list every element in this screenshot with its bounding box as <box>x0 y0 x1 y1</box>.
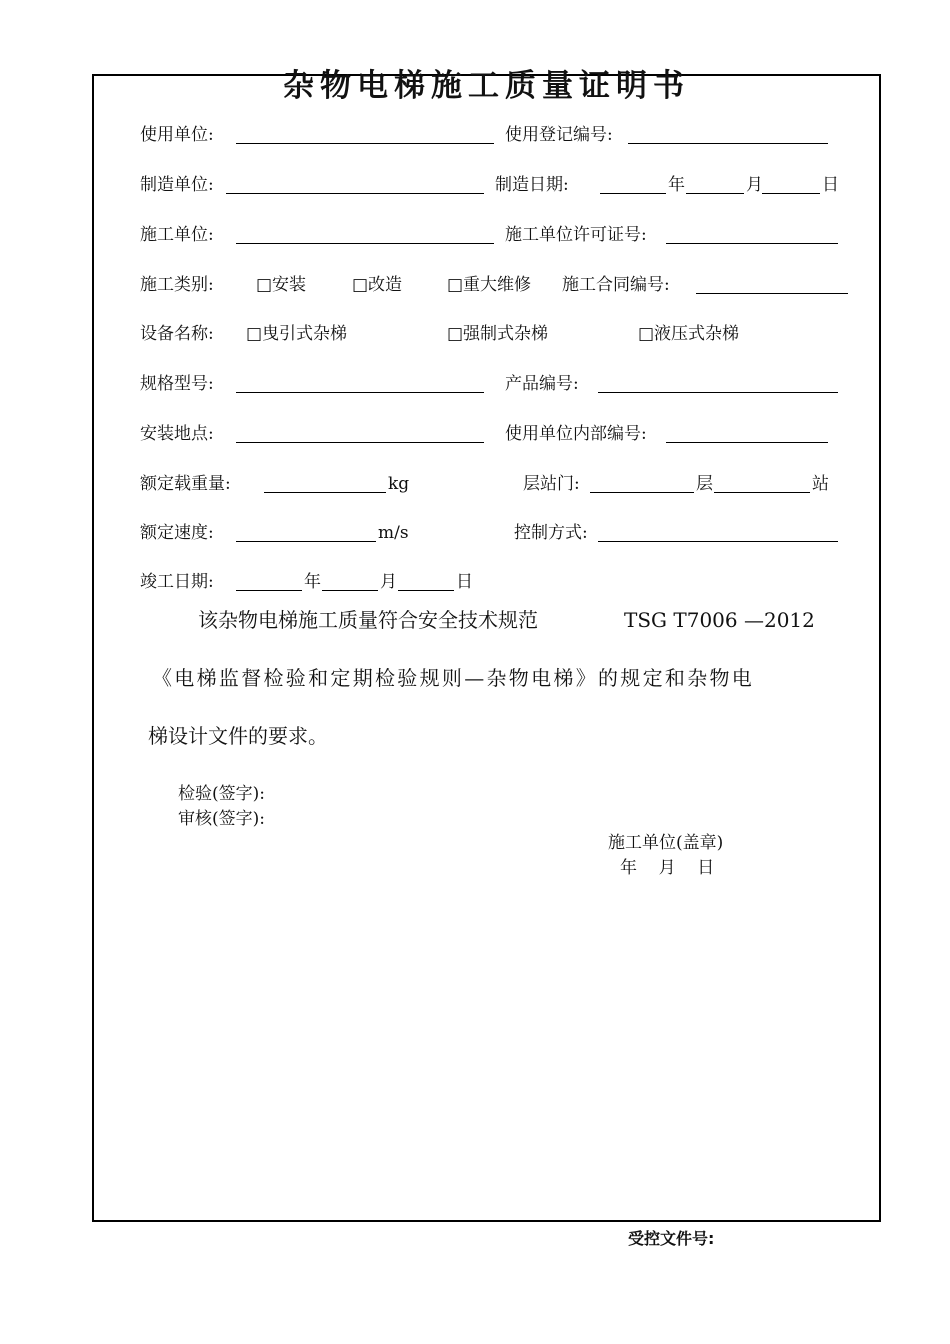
category-label: 施工类别: <box>140 275 214 295</box>
speed-unit: m/s <box>378 523 409 543</box>
floor-unit: 层 <box>696 474 713 494</box>
option-modify-checkbox[interactable]: □改造 <box>352 275 403 295</box>
complete-month-field[interactable] <box>322 590 378 591</box>
complete-year-label: 年 <box>304 572 321 592</box>
product-no-field[interactable] <box>598 392 838 393</box>
option-traction-checkbox[interactable]: □曳引式杂梯 <box>246 324 348 344</box>
const-unit-field[interactable] <box>236 243 494 244</box>
reg-no-field[interactable] <box>628 143 828 144</box>
load-label: 额定载重量: <box>140 474 231 494</box>
option-hydraulic-checkbox[interactable]: □液压式杂梯 <box>638 324 740 344</box>
contract-field[interactable] <box>696 293 848 294</box>
mfr-day-field[interactable] <box>762 193 820 194</box>
const-unit-label: 施工单位: <box>140 225 214 245</box>
seal-unit-label: 施工单位(盖章) <box>608 833 724 853</box>
internal-no-field[interactable] <box>666 442 828 443</box>
complete-day-field[interactable] <box>398 590 454 591</box>
user-unit-label: 使用单位: <box>140 125 214 145</box>
mfr-date-label: 制造日期: <box>495 175 569 195</box>
station-unit: 站 <box>812 474 829 494</box>
review-signature-label: 审核(签字): <box>178 809 265 829</box>
location-field[interactable] <box>236 442 484 443</box>
control-field[interactable] <box>598 541 838 542</box>
form-frame <box>92 74 881 1222</box>
complete-day-label: 日 <box>456 572 473 592</box>
user-unit-field[interactable] <box>236 143 494 144</box>
complete-date-label: 竣工日期: <box>140 572 214 592</box>
license-label: 施工单位许可证号: <box>505 225 647 245</box>
mfr-month-label: 月 <box>746 175 763 195</box>
option-repair-checkbox[interactable]: □重大维修 <box>447 275 532 295</box>
statement-line-3: 梯设计文件的要求。 <box>148 724 328 748</box>
product-no-label: 产品编号: <box>505 374 579 394</box>
complete-year-field[interactable] <box>236 590 302 591</box>
statement-line-1: 该杂物电梯施工质量符合安全技术规范 <box>198 608 538 632</box>
mfr-year-label: 年 <box>668 175 685 195</box>
reg-no-label: 使用登记编号: <box>505 125 613 145</box>
controlled-doc-no-label: 受控文件号: <box>628 1229 715 1248</box>
statement-code: TSG T7006 —2012 <box>624 608 815 632</box>
device-name-label: 设备名称: <box>140 324 214 344</box>
inspect-signature-label: 检验(签字): <box>178 784 265 804</box>
complete-month-label: 月 <box>380 572 397 592</box>
mfr-day-label: 日 <box>822 175 839 195</box>
license-field[interactable] <box>666 243 838 244</box>
load-unit: kg <box>388 474 410 494</box>
load-field[interactable] <box>264 492 386 493</box>
option-forced-checkbox[interactable]: □强制式杂梯 <box>447 324 549 344</box>
location-label: 安装地点: <box>140 424 214 444</box>
mfr-unit-field[interactable] <box>226 193 484 194</box>
seal-date-label: 年 月 日 <box>620 858 715 878</box>
stations-field[interactable] <box>714 492 810 493</box>
floors-label: 层站门: <box>523 474 580 494</box>
mfr-unit-label: 制造单位: <box>140 175 214 195</box>
control-label: 控制方式: <box>514 523 588 543</box>
floors-field[interactable] <box>590 492 694 493</box>
contract-label: 施工合同编号: <box>562 275 670 295</box>
option-install-checkbox[interactable]: □安装 <box>256 275 307 295</box>
mfr-month-field[interactable] <box>686 193 744 194</box>
model-label: 规格型号: <box>140 374 214 394</box>
page-title: 杂物电梯施工质量证明书 <box>283 68 690 104</box>
model-field[interactable] <box>236 392 484 393</box>
internal-no-label: 使用单位内部编号: <box>505 424 647 444</box>
mfr-year-field[interactable] <box>600 193 666 194</box>
statement-line-2: 《电梯监督检验和定期检验规则—杂物电梯》的规定和杂物电 <box>152 666 755 690</box>
speed-label: 额定速度: <box>140 523 214 543</box>
speed-field[interactable] <box>236 541 376 542</box>
